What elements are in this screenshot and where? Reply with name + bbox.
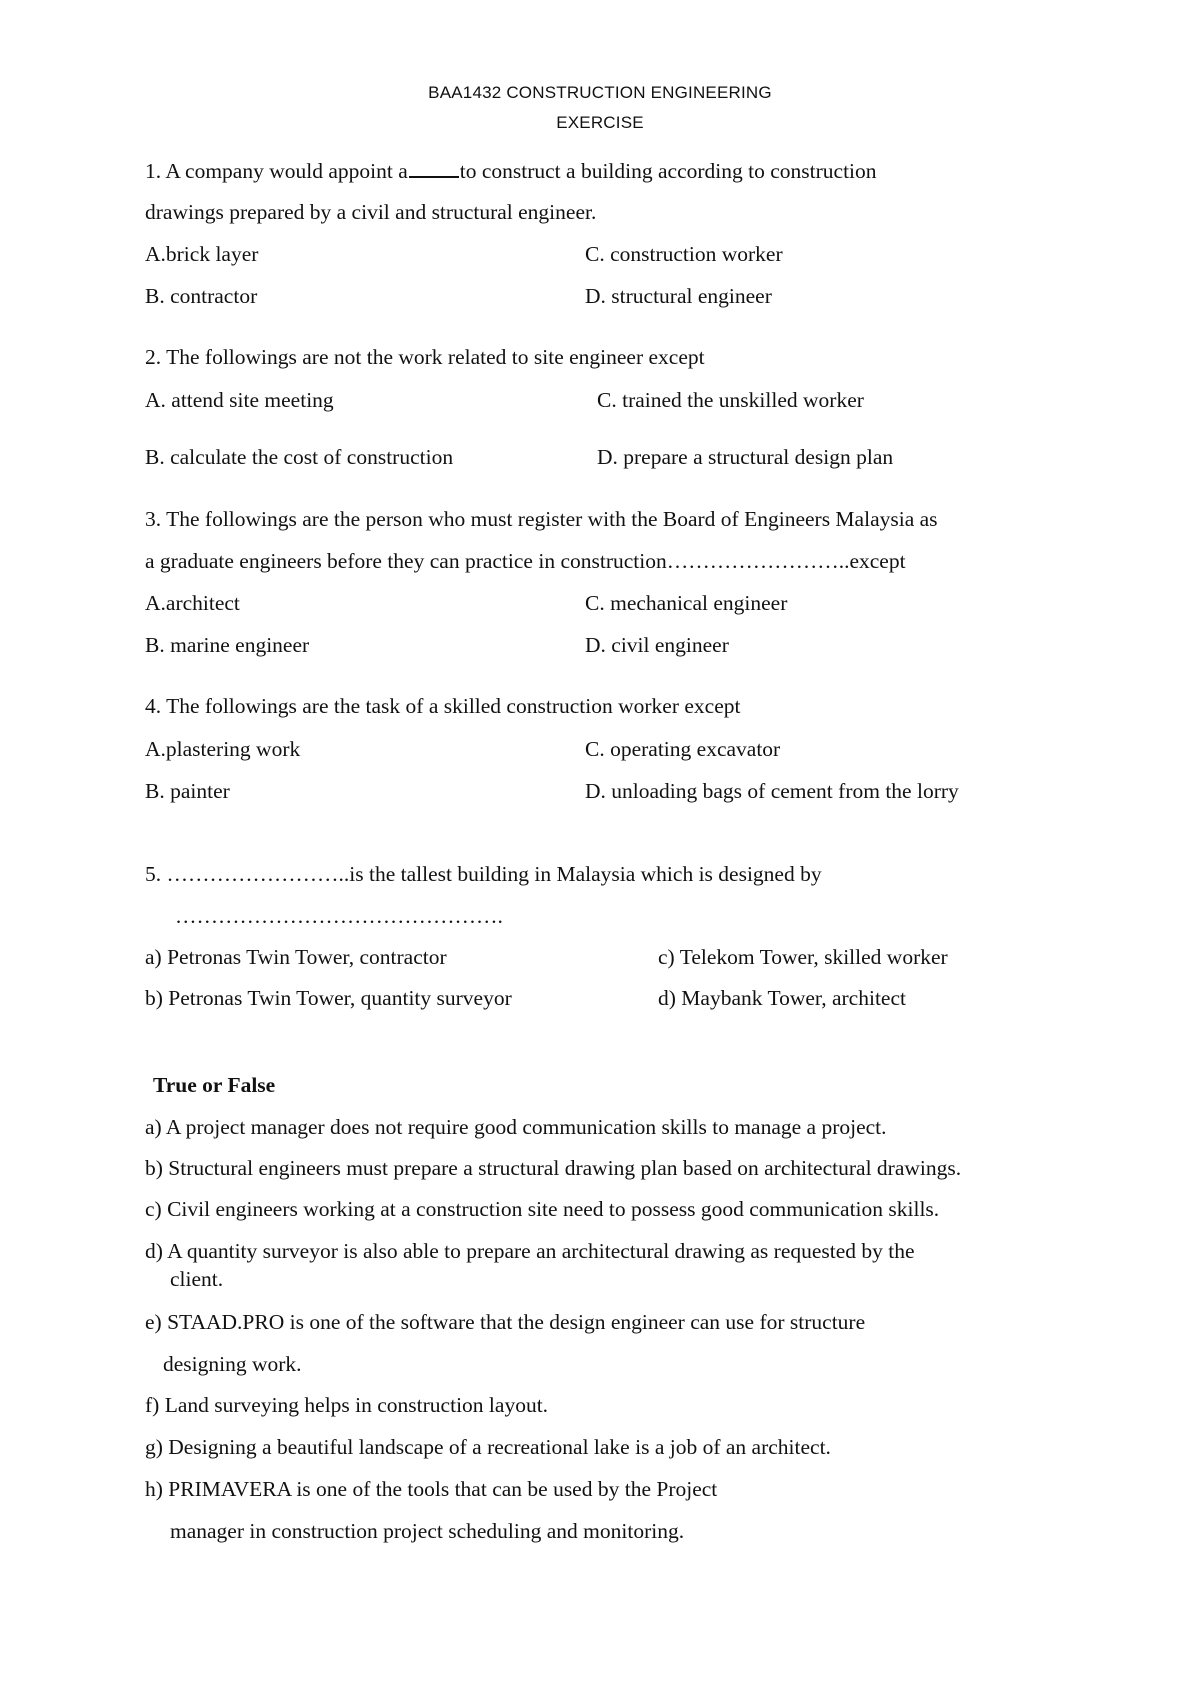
question-3-option-d: D. civil engineer [585,633,729,657]
question-2-option-a: A. attend site meeting [145,388,334,412]
true-false-item-continuation: manager in construction project scheduling and monitoring. [170,1519,685,1543]
question-1-option-d: D. structural engineer [585,284,772,308]
question-2-option-d: D. prepare a structural design plan [597,445,894,469]
question-2-stem: 2. The followings are not the work related to site engineer except [145,345,705,369]
exercise-subtitle: EXERCISE [556,113,644,132]
question-4-stem: 4. The followings are the task of a skilled construction worker except [145,694,741,718]
true-false-item: b) Structural engineers must prepare a structural drawing plan based on architectural drawings. [145,1156,962,1180]
question-1-stem-after-blank: to construct a building according to construction [459,159,877,183]
question-1-stem [145,160,877,183]
true-false-item-continuation: designing work. [163,1352,302,1376]
question-3-stem: 3. The followings are the person who must register with the Board of Engineers Malaysia as [145,507,938,531]
question-4-option-d: D. unloading bags of cement from the lorry [585,779,959,803]
answer-blank [409,160,459,178]
true-false-item: d) A quantity surveyor is also able to prepare an architectural drawing as requested by the [145,1239,915,1263]
question-1-option-a: A.brick layer [145,242,259,266]
true-false-item: f) Land surveying helps in construction layout. [145,1393,549,1417]
question-5-stem-line2: ………………………………………. [175,904,503,928]
question-4-option-a: A.plastering work [145,737,301,761]
question-4-option-c: C. operating excavator [585,737,781,761]
true-false-item: e) STAAD.PRO is one of the software that the design engineer can use for structure [145,1310,866,1334]
true-false-item: g) Designing a beautiful landscape of a recreational lake is a job of an architect. [145,1435,831,1459]
question-4-option-b: B. painter [145,779,230,803]
question-1-option-b: B. contractor [145,284,258,308]
course-title: BAA1432 CONSTRUCTION ENGINEERING [428,83,772,102]
question-1-option-c: C. construction worker [585,242,783,266]
true-false-item-continuation: client. [170,1267,224,1291]
question-3-stem-line2: a graduate engineers before they can practice in construction……………………..except [145,549,906,573]
question-3-option-a: A.architect [145,591,240,615]
question-1-stem-before-blank: 1. A company would appoint a [145,159,408,183]
true-false-item: c) Civil engineers working at a construction site need to possess good communication skills. [145,1197,940,1221]
question-2-option-b: B. calculate the cost of construction [145,445,454,469]
true-false-item: a) A project manager does not require good communication skills to manage a project. [145,1115,887,1139]
question-3-option-c: C. mechanical engineer [585,591,788,615]
question-2-option-c: C. trained the unskilled worker [597,388,864,412]
question-5-option-b: b) Petronas Twin Tower, quantity surveyor [145,986,512,1010]
question-5-option-c: c) Telekom Tower, skilled worker [658,945,948,969]
question-5-stem: 5. ……………………..is the tallest building in Malaysia which is designed by [145,862,822,886]
question-3-option-b: B. marine engineer [145,633,310,657]
true-false-title: True or False [153,1073,276,1097]
question-5-option-a: a) Petronas Twin Tower, contractor [145,945,447,969]
question-1-stem-line2: drawings prepared by a civil and structural engineer. [145,200,597,224]
question-5-option-d: d) Maybank Tower, architect [658,986,906,1010]
true-false-item: h) PRIMAVERA is one of the tools that can be used by the Project [145,1477,718,1501]
